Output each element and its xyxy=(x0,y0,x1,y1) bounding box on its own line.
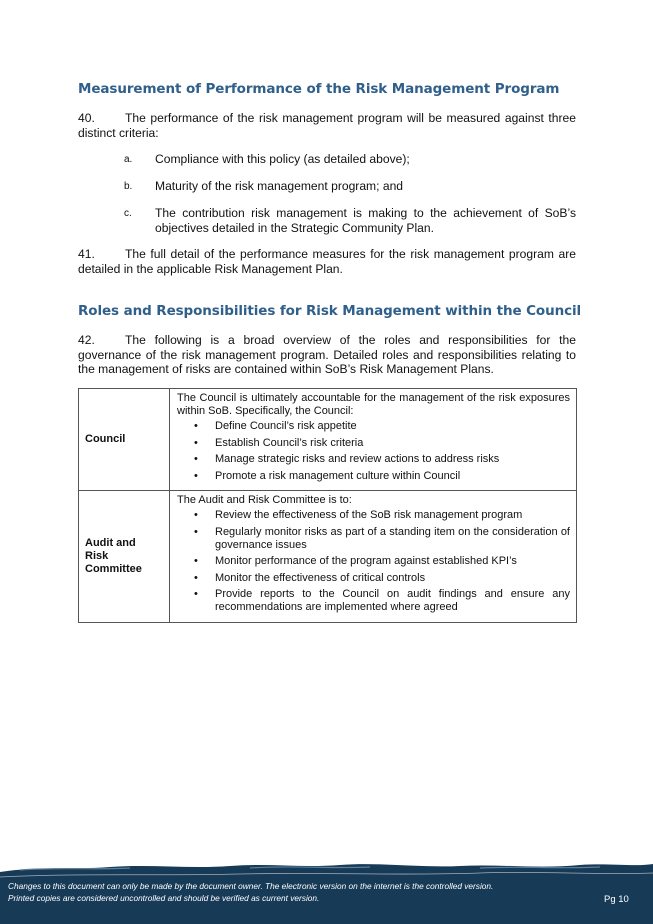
page-number: Pg 10 xyxy=(604,894,629,905)
list-item-text: Review the effectiveness of the SoB risk management program xyxy=(215,509,523,521)
wave-decoration xyxy=(0,858,653,880)
role-intro: The Audit and Risk Committee is to: xyxy=(177,494,352,506)
bullet-icon: • xyxy=(194,571,198,584)
criteria-text: Compliance with this policy (as detailed above); xyxy=(155,152,410,166)
list-item xyxy=(177,437,570,450)
table-row xyxy=(79,389,577,491)
bullet-icon: • xyxy=(194,525,198,538)
list-item xyxy=(177,453,570,466)
role-intro: The Council is ultimately accountable for the management of the risk exposures within SoB. Specifically, the Council: xyxy=(177,392,570,417)
list-item xyxy=(177,555,570,568)
list-item-text: Promote a risk management culture within Council xyxy=(215,469,461,482)
paragraph-42 xyxy=(78,333,576,377)
paragraph-41 xyxy=(78,247,576,276)
criteria-letter: b. xyxy=(124,181,133,192)
list-item-text: Regularly monitor risks as part of a standing item on the consideration of governance issues xyxy=(215,525,570,551)
list-item xyxy=(177,588,570,614)
list-item xyxy=(177,470,570,483)
roles-table xyxy=(78,388,577,623)
paragraph-number: 41. xyxy=(78,247,95,261)
criteria-item xyxy=(124,179,576,194)
list-item xyxy=(177,526,570,552)
criteria-letter: c. xyxy=(124,208,132,219)
paragraph-40 xyxy=(78,111,576,140)
list-item-text: Define Council’s risk appetite xyxy=(215,420,357,432)
footer-note-line: Printed copies are considered uncontrolled and should be verified as current version. xyxy=(8,893,320,903)
responsibility-list xyxy=(177,420,570,483)
criteria-item xyxy=(124,206,576,235)
responsibility-list xyxy=(177,509,570,614)
criteria-text: The contribution risk management is making to the achievement of SoB’s objectives detailed in the Strategic Community Plan. xyxy=(155,206,576,235)
criteria-letter: a. xyxy=(124,154,133,165)
bullet-icon: • xyxy=(194,509,198,521)
bullet-icon: • xyxy=(194,453,198,465)
bullet-icon: • xyxy=(194,588,198,600)
bullet-icon: • xyxy=(194,469,198,482)
list-item-text: Provide reports to the Council on audit findings and ensure any recommendations are implemented where agreed xyxy=(215,588,570,613)
list-item xyxy=(177,572,570,585)
list-item-text: Manage strategic risks and review actions to address risks xyxy=(215,453,500,465)
list-item xyxy=(177,420,570,433)
list-item-text: Monitor performance of the program against established KPI’s xyxy=(215,555,517,567)
table-row xyxy=(79,491,577,623)
paragraph-number: 40. xyxy=(78,111,95,125)
role-name: Council xyxy=(79,389,170,491)
criteria-item xyxy=(124,152,576,167)
list-item xyxy=(177,509,570,522)
paragraph-number: 42. xyxy=(78,333,95,347)
footer-note xyxy=(8,880,493,904)
paragraph-text: The performance of the risk management program will be measured against three distinct criteria: xyxy=(78,111,576,140)
criteria-text: Maturity of the risk management program; and xyxy=(155,179,404,193)
bullet-icon: • xyxy=(194,555,198,567)
list-item-text: Establish Council’s risk criteria xyxy=(215,436,364,449)
bullet-icon: • xyxy=(194,436,198,449)
role-description xyxy=(170,491,577,623)
section-heading-performance: Measurement of Performance of the Risk Management Program xyxy=(78,81,560,97)
paragraph-text: The full detail of the performance measures for the risk management program are detailed in the applicable Risk Management Plan. xyxy=(78,247,576,276)
footer-note-line: Changes to this document can only be made by the document owner. The electronic version on the internet is the controlled version. xyxy=(8,881,494,891)
role-name-text: Audit and Risk Committee xyxy=(85,536,142,575)
bullet-icon: • xyxy=(194,420,198,432)
list-item-text: Monitor the effectiveness of critical controls xyxy=(215,571,426,584)
role-name xyxy=(79,491,170,623)
section-heading-roles: Roles and Responsibilities for Risk Management within the Council xyxy=(78,303,582,319)
paragraph-text: The following is a broad overview of the roles and responsibilities for the governance of the risk management program. Detailed roles and responsibilities relating to the management of risks are contained within SoB’s Risk Management Plans. xyxy=(78,333,576,376)
role-description xyxy=(170,389,577,491)
